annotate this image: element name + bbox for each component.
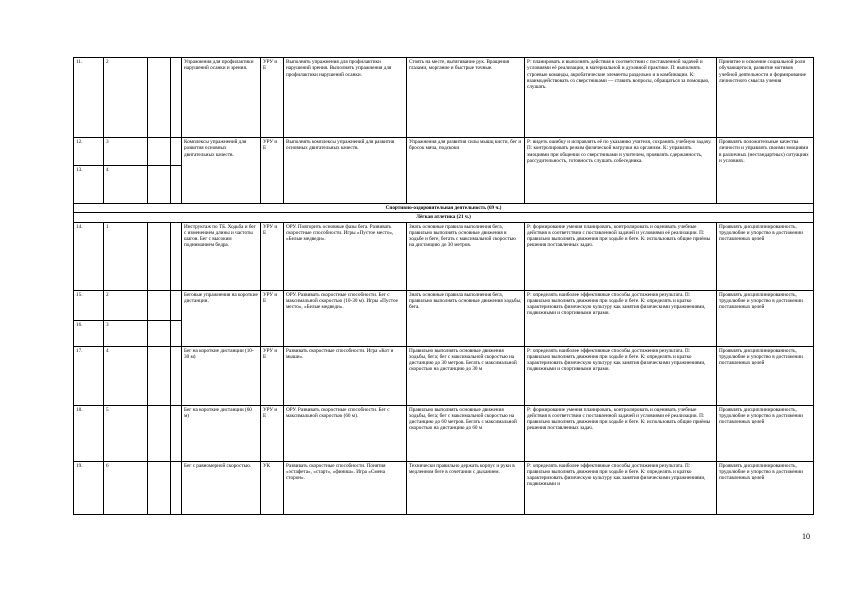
- lesson-topic-cell: Беговые упражнения на короткие дистанции.: [182, 290, 261, 346]
- lesson-number-cell: 12.: [74, 138, 104, 166]
- table-row: [74, 138, 814, 166]
- date-plan-cell: [148, 461, 171, 514]
- lesson-number-cell: 17.: [74, 346, 104, 405]
- subject-results-cell: Знать основные правила выполнения бега, правильно выполнять основные движения ходьбы, бега.: [407, 290, 525, 346]
- lesson-type-cell: УРУ и Е: [261, 290, 284, 346]
- subject-results-cell: Знать основные правила выполнения бега, правильно выполнять основные движения в ходьбе и беге, бегать с максимальной скоростью на дистанцию до 30 метров.: [407, 222, 525, 290]
- date-plan-cell: [148, 58, 171, 138]
- topic-lesson-number-cell: 2: [104, 58, 148, 138]
- lesson-type-cell: УРУ и Е: [261, 346, 284, 405]
- table-row: [74, 290, 814, 320]
- date-fact-cell: [171, 222, 182, 290]
- table-row: [74, 405, 814, 461]
- meta-results-cell: Р: формирование умения планировать, контролировать и оценивать учебные действия в соответствии с поставленной задачей и условиями её реализации. П: правильно выполнять движения при ходьбе и беге. К: использовать общие приёмы решения поставленных задач.: [525, 405, 717, 461]
- lesson-topic-cell: Бег на короткие дистанции (10-30 м): [182, 346, 261, 405]
- date-fact-cell: [171, 58, 182, 138]
- date-fact-cell: [171, 290, 182, 320]
- date-fact-cell: [171, 166, 182, 204]
- date-plan-cell: [148, 166, 171, 204]
- lesson-number-cell: 11.: [74, 58, 104, 138]
- date-fact-cell: [171, 405, 182, 461]
- topic-lesson-number-cell: 4: [104, 346, 148, 405]
- subject-results-cell: Стоять на месте, вытягивание рук. Вращения глазами, моргание и быстрые точные.: [407, 58, 525, 138]
- date-fact-cell: [171, 320, 182, 346]
- lesson-topic-cell: Комплексы упражнений для развития основных двигательных качеств.: [182, 138, 261, 204]
- date-fact-cell: [171, 138, 182, 166]
- personal-results-cell: Принятие и освоение социальной роли обучающегося, развитие мотивов учебной деятельности и формирование личностного смысла учения: [717, 58, 814, 138]
- topic-lesson-number-cell: 1: [104, 222, 148, 290]
- page-number: 10: [802, 532, 810, 541]
- lesson-type-cell: УРУ и Е: [261, 58, 284, 138]
- date-plan-cell: [148, 138, 171, 166]
- lesson-number-cell: 18.: [74, 405, 104, 461]
- lesson-number-cell: 14.: [74, 222, 104, 290]
- table-row: [74, 461, 814, 514]
- table-row: [74, 222, 814, 290]
- topic-lesson-number-cell: 3: [104, 320, 148, 346]
- section-row: [74, 204, 814, 213]
- lesson-topic-cell: Инструктаж по ТБ. Ходьба и бег с изменением длины и частоты шагов. Бег с высоким подниманием бедра.: [182, 222, 261, 290]
- lesson-type-cell: УРУ и Е: [261, 222, 284, 290]
- lesson-number-cell: 16.: [74, 320, 104, 346]
- lesson-type-cell: УК: [261, 461, 284, 514]
- topic-lesson-number-cell: 5: [104, 405, 148, 461]
- topic-lesson-number-cell: 2: [104, 290, 148, 320]
- subject-results-cell: Правильно выполнять основные движения ходьбы, бега; бег с максимальной скоростью на дистанцию до 30 метров. Бегать с максимальной скоростью на дистанцию до 30 м: [407, 346, 525, 405]
- date-fact-cell: [171, 346, 182, 405]
- table-row: [74, 58, 814, 138]
- lesson-plan-table: [73, 57, 814, 515]
- personal-results-cell: Проявлять дисциплинированность, трудолюбие и упорство в достижении поставленных целей: [717, 405, 814, 461]
- date-plan-cell: [148, 346, 171, 405]
- section-title: Спортивно-оздоровительная деятельность (69 ч.): [74, 204, 814, 213]
- lesson-type-cell: УРУ и Е: [261, 138, 284, 204]
- activity-content-cell: ОРУ. Повторить основные фазы бега. Развивать скоростные способности. Игры «Пустое место», «Белые медведи».: [284, 222, 407, 290]
- activity-content-cell: Выполнять комплексы упражнений для развития основных двигательных качеств.: [284, 138, 407, 204]
- meta-results-cell: Р: определять наиболее эффективные способы достижения результата. П: правильно выполнять движения при ходьбе и беге. К: определять и кратко характеризовать физическую культуру как занятия физическими упражнениями, подвижными и: [525, 461, 717, 514]
- topic-lesson-number-cell: 3: [104, 138, 148, 166]
- subject-results-cell: Правильно выполнять основные движения ходьбы, бега; бег с максимальной скоростью на дистанцию до 60 метров. Бегать с максимальной скоростью на дистанцию до 60 м: [407, 405, 525, 461]
- section-row: [74, 213, 814, 222]
- activity-content-cell: ОРУ. Развивать скоростные способности. Бег с максимальной скоростью (60 м).: [284, 405, 407, 461]
- activity-content-cell: Развивать скоростные способности. Понятия «эстафета», «старт», «финиш». Игра «Смена сторон».: [284, 461, 407, 514]
- date-plan-cell: [148, 222, 171, 290]
- lesson-number-cell: 19.: [74, 461, 104, 514]
- personal-results-cell: Проявлять положительные качества личности и управлять своими эмоциями в различных (нестандартных) ситуациях и условиях.: [717, 138, 814, 204]
- personal-results-cell: Проявлять дисциплинированность, трудолюбие и упорство в достижении поставленных целей: [717, 346, 814, 405]
- activity-content-cell: ОРУ. Развивать скоростные способности. Бег с максимальной скоростью (10-30 м). Игры «Пустое место», «Белые медведи».: [284, 290, 407, 346]
- personal-results-cell: Проявлять дисциплинированность, трудолюбие и упорство в достижении поставленных целей: [717, 461, 814, 514]
- date-plan-cell: [148, 320, 171, 346]
- topic-lesson-number-cell: 4: [104, 166, 148, 204]
- meta-results-cell: Р: определять наиболее эффективные способы достижения результата. П: правильно выполнять движения при ходьбе и беге. К: определять и кратко характеризовать физическую культуру как занятия физическими упражнениями, подвижными и спортивными играми.: [525, 346, 717, 405]
- lesson-type-cell: УРУ и Е: [261, 405, 284, 461]
- lesson-topic-cell: Бег с равномерной скоростью.: [182, 461, 261, 514]
- subject-results-cell: Технически правильно держать корпус и руки в медленном беге в сочетании с дыханием.: [407, 461, 525, 514]
- subsection-title: Лёгкая атлетика (21 ч.): [74, 213, 814, 222]
- table-row: [74, 346, 814, 405]
- date-plan-cell: [148, 290, 171, 320]
- date-plan-cell: [148, 405, 171, 461]
- lesson-topic-cell: Упражнения для профилактики нарушений осанки и зрения.: [182, 58, 261, 138]
- activity-content-cell: Выполнять упражнения для профилактики нарушений зрения. Выполнять упражнения для профилактики нарушений осанки.: [284, 58, 407, 138]
- date-fact-cell: [171, 461, 182, 514]
- meta-results-cell: Р: планировать и выполнять действия в соответствии с поставленной задачей и условиями её реализации, в материальной и духовной практике. П: выполнять строевые команды, акробатические элементы раздельно и в комбинации. К: взаимодействовать со сверстниками — ставить вопросы, обращаться за помощью, слушать.: [525, 58, 717, 138]
- meta-results-cell: Р: видеть ошибку и исправлять её по указанию учителя, сохранять учебную задачу. П: контролировать режим физической нагрузки на организм. К: управлять эмоциями при общении со сверстниками и учителем, проявлять сдержанность, рассудительность, готовность слушать собеседника.: [525, 138, 717, 204]
- personal-results-cell: Проявлять дисциплинированность, трудолюбие и упорство в достижении поставленных целей: [717, 222, 814, 290]
- activity-content-cell: Развивать скоростные способности. Игра «Кот и мыши».: [284, 346, 407, 405]
- topic-lesson-number-cell: 6: [104, 461, 148, 514]
- subject-results-cell: Упражнения для развития силы мышц кисти, бег и бросок мяча, подскоки: [407, 138, 525, 204]
- personal-results-cell: Проявлять дисциплинированность, трудолюбие и упорство в достижении поставленных целей: [717, 290, 814, 346]
- meta-results-cell: Р: определять наиболее эффективные способы достижения результата. П: правильно выполнять движения при ходьбе и беге. К: определять и кратко характеризовать физическую культуру как занятия физическими упражнениями, подвижными и спортивными играми.: [525, 290, 717, 346]
- lesson-number-cell: 15.: [74, 290, 104, 320]
- lesson-number-cell: 13.: [74, 166, 104, 204]
- meta-results-cell: Р: формирование умения планировать, контролировать и оценивать учебные действия в соответствии с поставленной задачей и условиями её реализации. П: правильно выполнять движения при ходьбе и беге. К: использовать общие приёмы решения поставленных задач.: [525, 222, 717, 290]
- table-body: [74, 58, 814, 515]
- lesson-topic-cell: Бег на короткие дистанции (60 м): [182, 405, 261, 461]
